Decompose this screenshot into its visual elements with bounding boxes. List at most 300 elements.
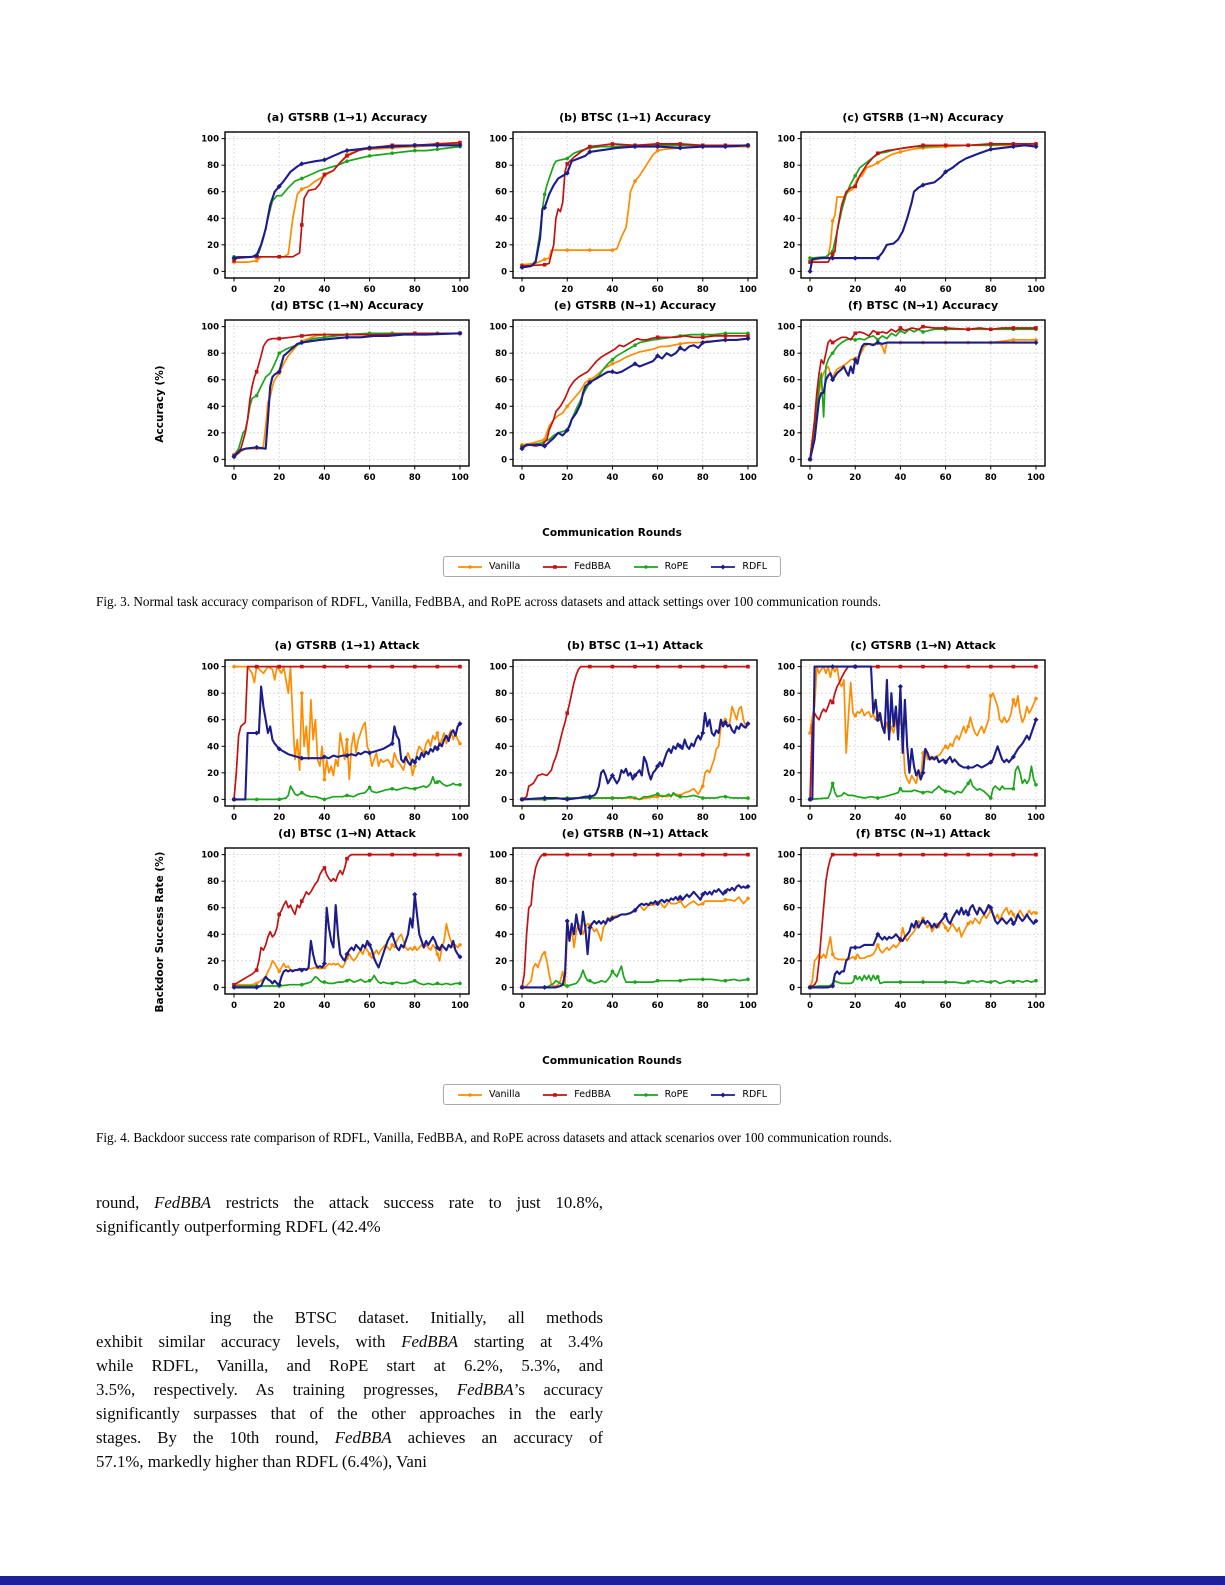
legend-item-vanilla: [457, 1089, 520, 1100]
series-marker: [966, 980, 970, 984]
y-tick-label: 40: [207, 742, 219, 753]
x-tick-label: 100: [1027, 813, 1045, 820]
series-marker: [876, 161, 880, 165]
series-marker: [565, 162, 569, 166]
x-tick-label: 20: [273, 1001, 286, 1008]
chart-title: (c) GTSRB (1→N) Accuracy: [842, 111, 1004, 124]
series-marker: [721, 1092, 726, 1097]
legend-label: RDFL: [742, 561, 768, 572]
chart-subplot: [183, 292, 471, 480]
x-tick-label: 20: [273, 285, 286, 292]
x-tick-label: 20: [849, 1001, 862, 1008]
series-marker: [1012, 698, 1016, 702]
series-marker: [458, 853, 462, 857]
series-marker: [390, 764, 394, 768]
y-tick-label: 40: [783, 930, 795, 941]
text-line: ing the BTSC dataset. Initially, all methods: [210, 1308, 603, 1327]
chart-title: (a) GTSRB (1→1) Accuracy: [266, 111, 428, 124]
series-marker: [899, 787, 903, 791]
x-tick-label: 40: [606, 1001, 619, 1008]
text-line: 3.5%, respectively. As training progresses, FedBBA’s accuracy: [96, 1380, 604, 1399]
series-marker: [656, 792, 660, 796]
series-marker: [989, 796, 993, 800]
legend-swatch-rdfl: [710, 562, 736, 572]
y-tick-label: 100: [489, 134, 507, 145]
series-marker: [413, 665, 417, 669]
fig3-y-axis-label: Accuracy (%): [154, 365, 166, 443]
chart-cell: [759, 104, 1047, 292]
series-marker: [345, 154, 349, 158]
series-marker: [611, 248, 615, 252]
x-tick-label: 100: [1027, 285, 1045, 292]
chart-subplot: [183, 632, 471, 820]
series-marker: [345, 665, 349, 669]
y-tick-label: 20: [495, 240, 507, 251]
series-marker: [565, 984, 569, 988]
series-marker: [390, 151, 394, 155]
y-tick-label: 60: [495, 715, 507, 726]
series-marker: [345, 979, 349, 983]
x-tick-label: 40: [894, 1001, 907, 1008]
series-marker: [724, 665, 728, 669]
y-tick-label: 40: [783, 214, 795, 225]
legend-item-fedbba: [542, 1089, 610, 1100]
y-tick-label: 60: [783, 187, 795, 198]
series-marker: [721, 564, 726, 569]
text-line: significantly surpasses that of the other approaches in the early: [96, 1404, 603, 1423]
series-marker: [368, 979, 372, 983]
x-tick-label: 0: [231, 473, 237, 480]
x-tick-label: 80: [408, 285, 421, 292]
series-marker: [746, 978, 750, 982]
series-marker: [944, 665, 948, 669]
chart-title: (e) GTSRB (N→1) Attack: [561, 827, 709, 840]
x-tick-label: 40: [318, 285, 331, 292]
series-marker: [611, 142, 615, 146]
x-tick-label: 0: [807, 1001, 813, 1008]
x-tick-label: 80: [984, 813, 997, 820]
y-tick-label: 20: [207, 956, 219, 967]
legend-item-vanilla: [457, 561, 520, 572]
y-tick-label: 40: [495, 742, 507, 753]
x-tick-label: 100: [739, 285, 757, 292]
y-tick-label: 100: [777, 322, 795, 333]
series-marker: [1012, 326, 1016, 330]
fig4-legend: [443, 1084, 781, 1105]
x-tick-label: 80: [984, 473, 997, 480]
x-tick-label: 40: [894, 285, 907, 292]
x-tick-label: 100: [451, 1001, 469, 1008]
figure-4-caption: Fig. 4. Backdoor success rate comparison of RDFL, Vanilla, FedBBA, and RoPE across datasets and attack scenarios over 100 communication rounds.: [96, 1130, 892, 1145]
series-marker: [390, 665, 394, 669]
series-marker: [724, 979, 728, 983]
series-marker: [468, 565, 472, 569]
legend-item-rope: [633, 561, 689, 572]
series-marker: [678, 853, 682, 857]
series-marker: [724, 898, 728, 902]
series-marker: [989, 327, 993, 331]
x-tick-label: 20: [561, 813, 574, 820]
x-tick-label: 60: [651, 473, 664, 480]
series-marker: [413, 946, 417, 950]
series-marker: [1034, 783, 1038, 787]
x-tick-label: 100: [739, 813, 757, 820]
chart-subplot: [759, 632, 1047, 820]
series-marker: [831, 853, 835, 857]
y-tick-label: 60: [207, 715, 219, 726]
x-tick-label: 60: [363, 813, 376, 820]
text-line: exhibit similar accuracy levels, with FedBBA starting at 3.4%: [96, 1332, 603, 1351]
series-marker: [345, 794, 349, 798]
series-marker: [876, 943, 880, 947]
series-marker: [966, 725, 970, 729]
series-marker: [458, 982, 462, 986]
series-marker: [565, 248, 569, 252]
legend-swatch-rope: [633, 1090, 659, 1100]
x-tick-label: 20: [561, 1001, 574, 1008]
series-marker: [277, 798, 281, 802]
series-marker: [633, 980, 637, 984]
x-tick-label: 0: [519, 813, 525, 820]
series-marker: [921, 980, 925, 984]
x-tick-label: 80: [408, 813, 421, 820]
x-tick-label: 0: [231, 813, 237, 820]
y-tick-label: 20: [207, 428, 219, 439]
x-tick-label: 20: [849, 473, 862, 480]
series-marker: [831, 252, 835, 256]
series-marker: [876, 665, 880, 669]
chart-subplot: [471, 820, 759, 1008]
x-tick-label: 20: [273, 813, 286, 820]
series-marker: [232, 665, 236, 669]
chart-cell: [471, 292, 759, 480]
x-tick-label: 60: [363, 285, 376, 292]
y-tick-label: 40: [207, 214, 219, 225]
x-tick-label: 80: [696, 1001, 709, 1008]
series-marker: [277, 913, 281, 917]
series-marker: [701, 665, 705, 669]
chart-title: (b) BTSC (1→1) Accuracy: [559, 111, 711, 124]
y-tick-label: 80: [207, 161, 219, 172]
y-tick-label: 40: [495, 214, 507, 225]
x-tick-label: 20: [561, 285, 574, 292]
series-marker: [323, 173, 327, 177]
y-tick-label: 100: [489, 850, 507, 861]
series-marker: [746, 796, 750, 800]
series-marker: [701, 853, 705, 857]
series-marker: [724, 334, 728, 338]
x-tick-label: 60: [651, 285, 664, 292]
series-marker: [853, 185, 857, 189]
y-tick-label: 100: [201, 850, 219, 861]
series-marker: [876, 796, 880, 800]
series-marker: [1034, 665, 1038, 669]
series-marker: [944, 143, 948, 147]
series-marker: [1034, 853, 1038, 857]
series-marker: [300, 691, 304, 695]
series-marker: [1012, 338, 1016, 342]
x-tick-label: 40: [606, 473, 619, 480]
y-tick-label: 40: [783, 742, 795, 753]
x-tick-label: 20: [273, 473, 286, 480]
y-tick-label: 80: [495, 161, 507, 172]
y-tick-label: 20: [495, 768, 507, 779]
series-marker: [611, 853, 615, 857]
series-marker: [966, 327, 970, 331]
series-marker: [678, 979, 682, 983]
x-tick-label: 60: [939, 1001, 952, 1008]
x-tick-label: 100: [451, 813, 469, 820]
x-tick-label: 80: [696, 285, 709, 292]
series-marker: [413, 787, 417, 791]
chart-subplot: [183, 104, 471, 292]
series-marker: [966, 143, 970, 147]
series-marker: [390, 982, 394, 986]
y-tick-label: 40: [495, 402, 507, 413]
chart-title: (d) BTSC (1→N) Attack: [278, 827, 416, 840]
chart-cell: [183, 292, 471, 480]
x-tick-label: 60: [363, 473, 376, 480]
y-tick-label: 60: [783, 903, 795, 914]
series-marker: [277, 255, 281, 259]
series-marker: [553, 565, 557, 569]
y-tick-label: 100: [201, 662, 219, 673]
y-tick-label: 80: [207, 877, 219, 888]
series-marker: [300, 334, 304, 338]
series-marker: [543, 263, 547, 267]
series-marker: [1012, 665, 1016, 669]
y-tick-label: 80: [207, 349, 219, 360]
y-tick-label: 20: [783, 240, 795, 251]
y-tick-label: 80: [495, 349, 507, 360]
series-marker: [633, 179, 637, 183]
body-paragraph-1: [96, 1191, 603, 1239]
series-marker: [921, 791, 925, 795]
series-marker: [277, 351, 281, 355]
series-marker: [656, 335, 660, 339]
y-tick-label: 0: [213, 455, 219, 466]
series-marker: [853, 853, 857, 857]
series-marker: [644, 565, 648, 569]
series-marker: [921, 330, 925, 334]
y-tick-label: 60: [207, 375, 219, 386]
y-tick-label: 60: [783, 375, 795, 386]
series-marker: [989, 665, 993, 669]
series-marker: [300, 177, 304, 181]
y-tick-label: 40: [495, 930, 507, 941]
series-marker: [701, 796, 705, 800]
series-marker: [255, 665, 259, 669]
series-marker: [300, 223, 304, 227]
series-marker: [255, 394, 259, 398]
text-line: while RDFL, Vanilla, and RoPE start at 6.2%, 5.3%, and: [96, 1356, 603, 1375]
chart-title: (a) GTSRB (1→1) Attack: [274, 639, 420, 652]
x-tick-label: 0: [807, 813, 813, 820]
series-marker: [644, 1093, 648, 1097]
x-tick-label: 0: [807, 473, 813, 480]
x-tick-label: 40: [606, 813, 619, 820]
series-marker: [565, 711, 569, 715]
series-marker: [899, 980, 903, 984]
legend-item-fedbba: [542, 561, 610, 572]
series-marker: [678, 795, 682, 799]
y-tick-label: 40: [207, 402, 219, 413]
series-marker: [368, 786, 372, 790]
y-tick-label: 20: [495, 956, 507, 967]
x-tick-label: 20: [849, 813, 862, 820]
y-tick-label: 20: [783, 768, 795, 779]
legend-label: RDFL: [742, 1089, 768, 1100]
y-tick-label: 80: [783, 349, 795, 360]
series-marker: [724, 795, 728, 799]
series-marker: [701, 978, 705, 982]
y-tick-label: 0: [789, 795, 795, 806]
series-marker: [458, 943, 462, 947]
text-line: stages. By the 10th round, FedBBA achieves an accuracy of: [96, 1428, 604, 1447]
x-tick-label: 60: [939, 473, 952, 480]
series-marker: [543, 258, 547, 262]
chart-cell: [183, 632, 471, 820]
series-marker: [1012, 913, 1016, 917]
series-marker: [899, 853, 903, 857]
chart-cell: [471, 104, 759, 292]
series-marker: [368, 154, 372, 158]
series-marker: [1012, 787, 1016, 791]
legend-item-rdfl: [710, 561, 767, 572]
y-tick-label: 0: [501, 983, 507, 994]
series-marker: [436, 853, 440, 857]
x-tick-label: 20: [849, 285, 862, 292]
chart-cell: [471, 632, 759, 820]
series-marker: [899, 665, 903, 669]
x-tick-label: 0: [231, 1001, 237, 1008]
x-tick-label: 40: [894, 473, 907, 480]
series-marker: [368, 952, 372, 956]
x-tick-label: 80: [696, 473, 709, 480]
x-tick-label: 60: [363, 1001, 376, 1008]
series-marker: [300, 983, 304, 987]
series-marker: [543, 951, 547, 955]
series-marker: [611, 796, 615, 800]
series-marker: [831, 701, 835, 705]
x-tick-label: 0: [519, 285, 525, 292]
series-marker: [436, 731, 440, 735]
series-marker: [1012, 980, 1016, 984]
series-marker: [701, 902, 705, 906]
y-tick-label: 0: [213, 267, 219, 278]
series-marker: [921, 665, 925, 669]
x-tick-label: 60: [651, 1001, 664, 1008]
y-tick-label: 20: [207, 768, 219, 779]
series-marker: [255, 259, 259, 263]
legend-label: FedBBA: [574, 561, 611, 572]
y-tick-label: 100: [777, 134, 795, 145]
series-marker: [588, 853, 592, 857]
series-marker: [1034, 697, 1038, 701]
series-marker: [966, 922, 970, 926]
series-marker: [944, 926, 948, 930]
legend-label: RoPE: [664, 561, 689, 572]
series-marker: [436, 780, 440, 784]
series-marker: [323, 778, 327, 782]
x-tick-label: 80: [408, 1001, 421, 1008]
series-marker: [966, 665, 970, 669]
series-marker: [323, 866, 327, 870]
series-marker: [853, 975, 857, 979]
y-tick-label: 40: [783, 402, 795, 413]
y-tick-label: 40: [207, 930, 219, 941]
legend-label: RoPE: [664, 1089, 689, 1100]
x-tick-label: 80: [984, 285, 997, 292]
legend-label: Vanilla: [488, 1089, 521, 1100]
x-tick-label: 40: [318, 1001, 331, 1008]
fig4-y-axis-label: Backdoor Success Rate (%): [154, 851, 166, 1013]
x-tick-label: 80: [696, 813, 709, 820]
series-marker: [899, 326, 903, 330]
figure-3-caption: Fig. 3. Normal task accuracy comparison of RDFL, Vanilla, FedBBA, and RoPE across datasets and attack settings over 100 communication rounds.: [96, 594, 881, 609]
series-marker: [656, 979, 660, 983]
bottom-blue-bar: [0, 1576, 1225, 1585]
series-marker: [921, 853, 925, 857]
series-marker: [701, 335, 705, 339]
series-marker: [543, 853, 547, 857]
x-tick-label: 60: [939, 285, 952, 292]
y-tick-label: 20: [783, 956, 795, 967]
series-marker: [255, 370, 259, 374]
series-marker: [390, 787, 394, 791]
chart-cell: [759, 292, 1047, 480]
x-tick-label: 60: [939, 813, 952, 820]
y-tick-label: 80: [783, 877, 795, 888]
x-tick-label: 80: [984, 1001, 997, 1008]
y-tick-label: 100: [201, 134, 219, 145]
series-marker: [458, 742, 462, 746]
series-marker: [458, 783, 462, 787]
y-tick-label: 60: [783, 715, 795, 726]
body-paragraph-2: [96, 1306, 603, 1474]
series-marker: [588, 248, 592, 252]
fig4-chart-grid: [183, 632, 1047, 1008]
series-marker: [323, 980, 327, 984]
fig4-x-axis-label: Communication Rounds: [542, 1055, 682, 1067]
y-tick-label: 0: [501, 455, 507, 466]
y-tick-label: 80: [207, 689, 219, 700]
y-tick-label: 0: [789, 983, 795, 994]
x-tick-label: 40: [894, 813, 907, 820]
series-marker: [1034, 326, 1038, 330]
chart-subplot: [471, 292, 759, 480]
x-tick-label: 40: [606, 285, 619, 292]
series-marker: [831, 219, 835, 223]
series-marker: [611, 665, 615, 669]
series-marker: [565, 157, 569, 161]
series-marker: [277, 970, 281, 974]
figure-4: [0, 632, 1225, 1142]
legend-label: Vanilla: [488, 561, 521, 572]
series-marker: [944, 326, 948, 330]
series-marker: [413, 149, 417, 153]
y-tick-label: 60: [495, 903, 507, 914]
y-tick-label: 0: [213, 983, 219, 994]
y-tick-label: 100: [777, 662, 795, 673]
series-marker: [724, 853, 728, 857]
series-marker: [989, 142, 993, 146]
series-marker: [553, 1093, 557, 1097]
x-tick-label: 0: [231, 285, 237, 292]
series-marker: [876, 975, 880, 979]
chart-subplot: [759, 820, 1047, 1008]
series-marker: [656, 149, 660, 153]
